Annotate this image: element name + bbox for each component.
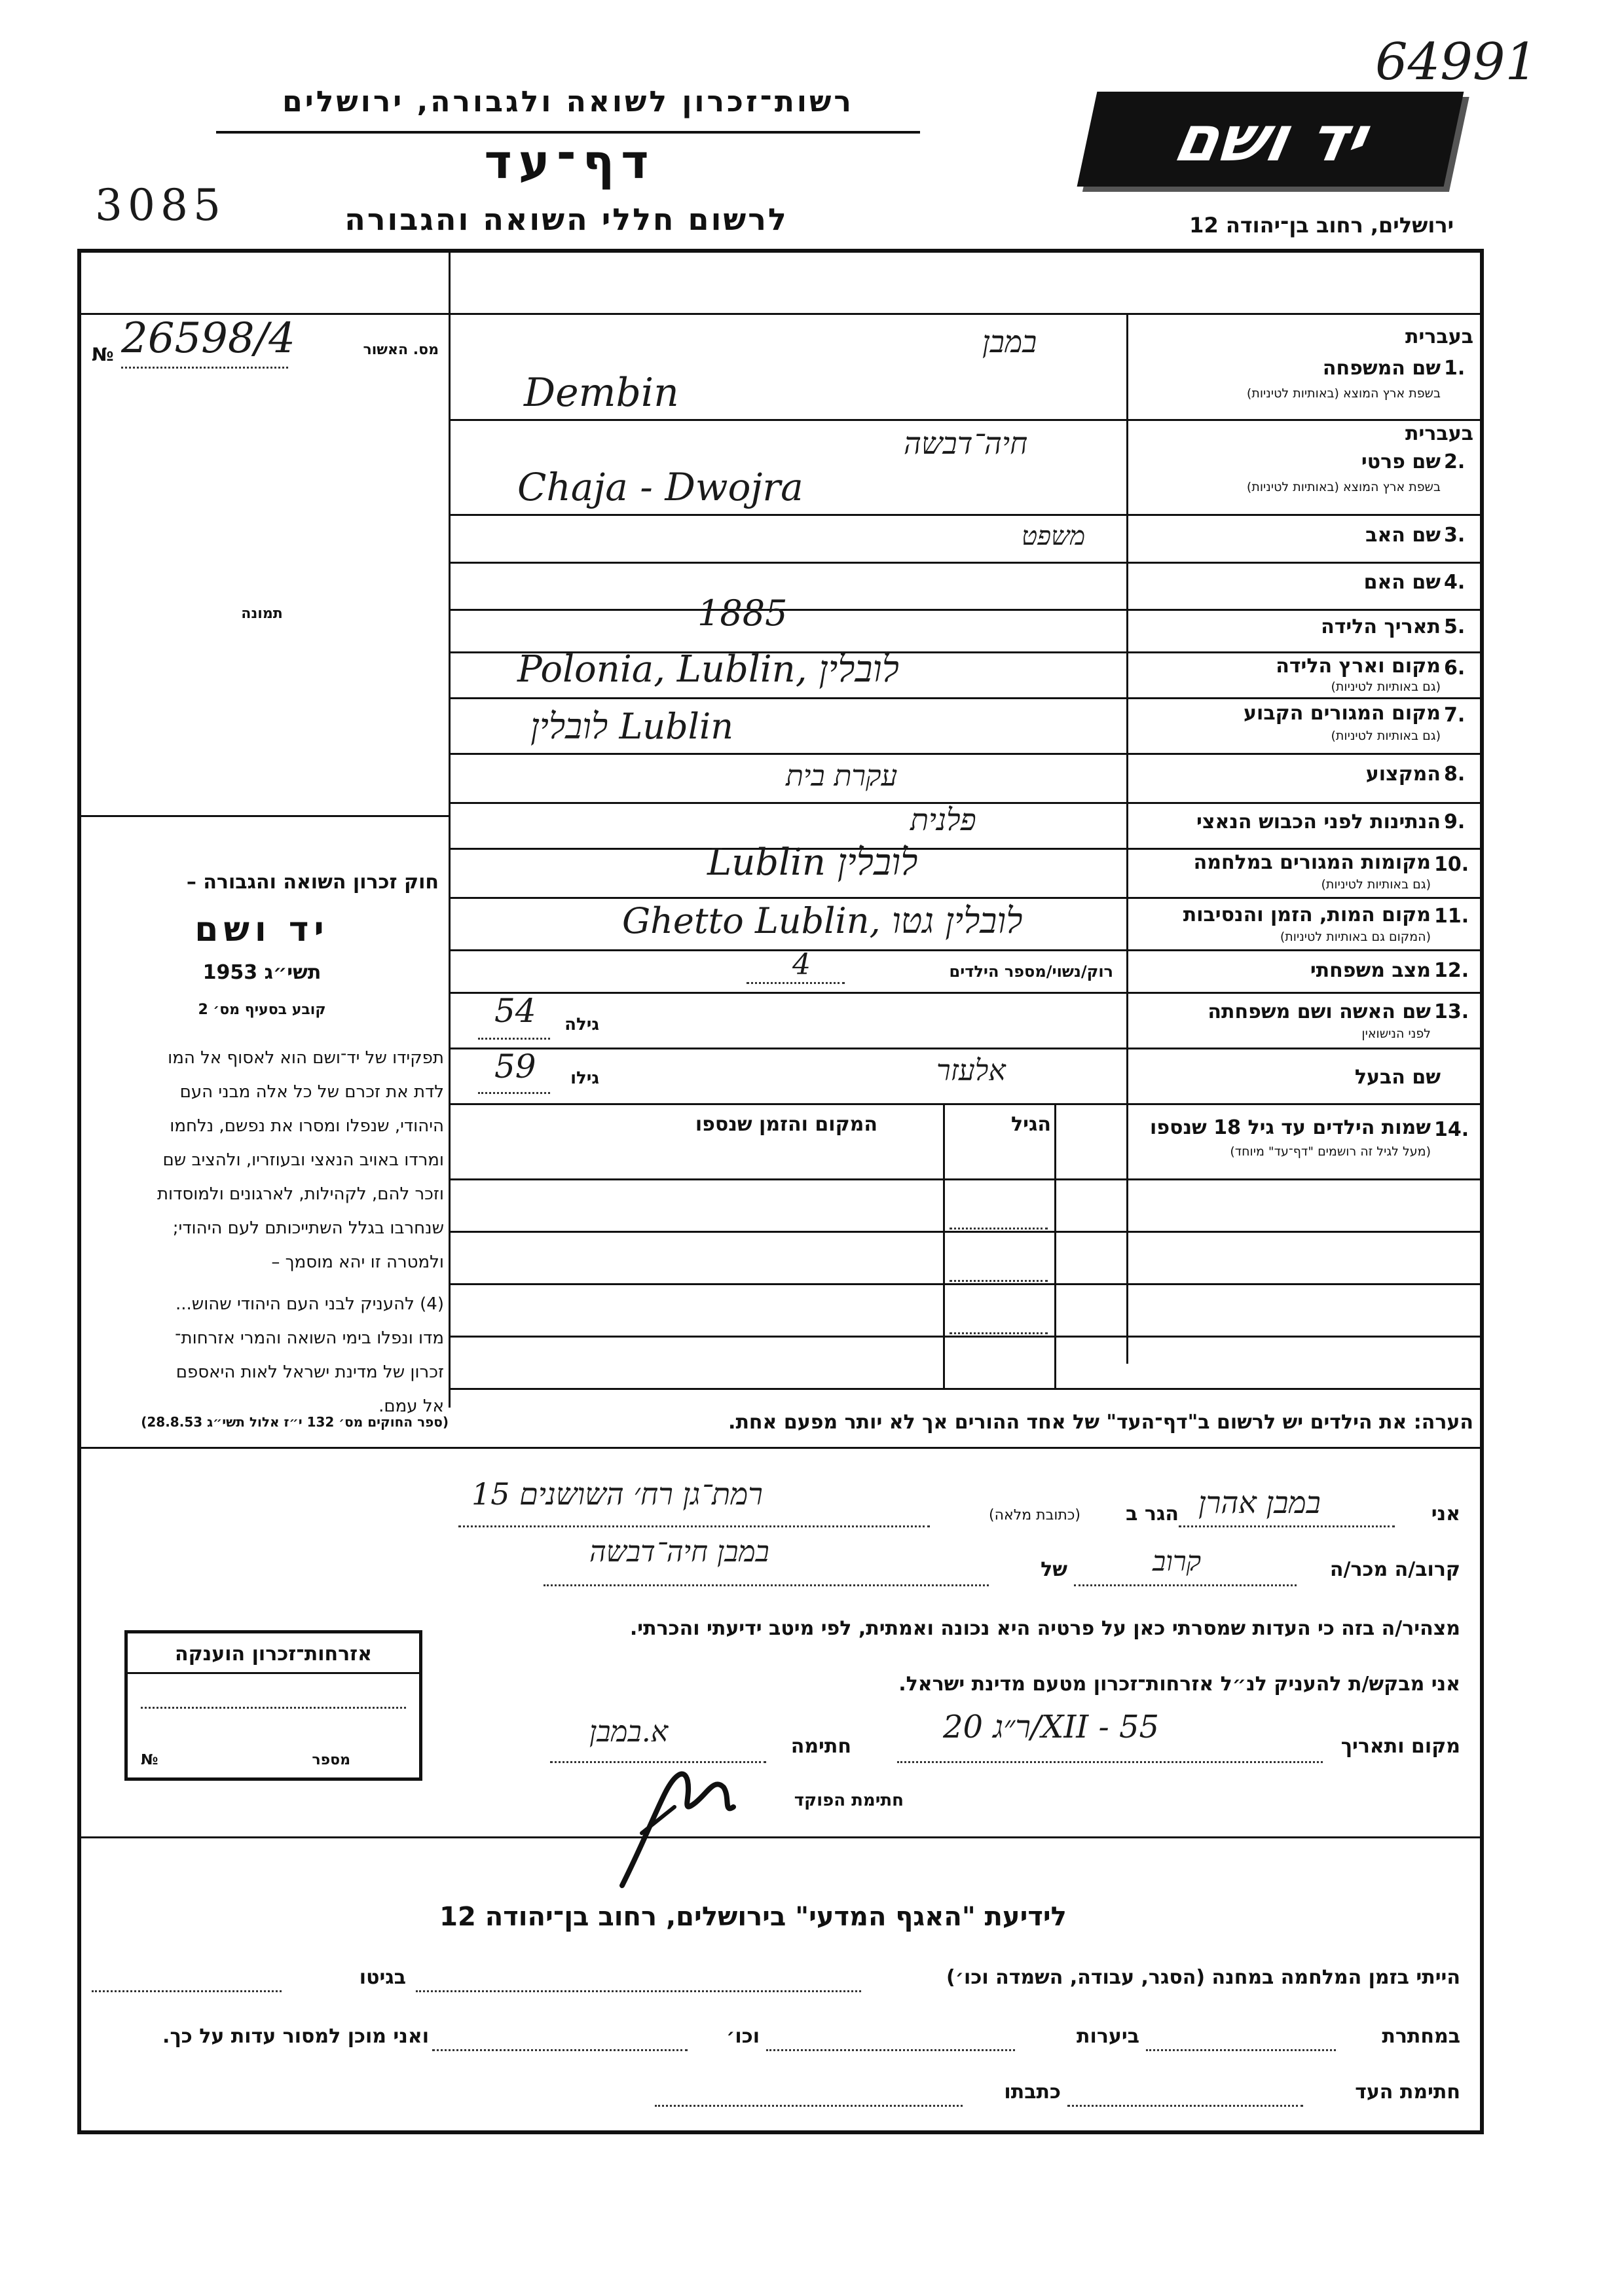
law-text-line: תפקידו של יד־ושם הוא לאסוף אל המו xyxy=(168,1048,444,1068)
children-label: שמות הילדים עד גיל 18 שנספו xyxy=(1150,1116,1431,1139)
row-line xyxy=(449,1103,1484,1105)
children-col-1 xyxy=(1054,1103,1056,1388)
row-line xyxy=(449,514,1484,516)
law-title: חוק זכרון השואה והגבורה – xyxy=(186,871,439,894)
form-subtitle: לרשום חללי השואה והגבורה xyxy=(344,202,788,237)
official-signature-scribble xyxy=(602,1741,747,1899)
row-line xyxy=(449,562,1484,564)
field-13-age-label: גילה xyxy=(564,1015,599,1034)
field-10-value: Lublin לובלין xyxy=(707,841,918,884)
logo-text: יד ושם xyxy=(1168,102,1373,175)
law-text xyxy=(84,1041,444,1423)
field-12-label: מצב משפחתי xyxy=(1310,959,1431,982)
footer-line3-dots-2 xyxy=(655,2105,963,2107)
law-text-line: מדו ונפלו בימי השואה והמרי אזרחות־ xyxy=(175,1328,444,1348)
field-2-value-hebrew: חיה־דבשה xyxy=(904,426,1028,461)
field-8-number: 8. xyxy=(1444,763,1466,786)
husband-age-line xyxy=(478,1092,550,1094)
decl-resident-label: הגר ב xyxy=(1126,1503,1179,1525)
field-11-sub: (המקום גם באותיות לטיניות) xyxy=(1280,930,1431,944)
field-2-value-latin: Chaja - Dwojra xyxy=(517,465,803,509)
children-sub: (מעל לגיל זה רושמים "דף־עד" מיוחד) xyxy=(1230,1144,1431,1159)
field-8-label: המקצוע xyxy=(1365,763,1441,786)
footer-line1-dots xyxy=(416,1990,861,1992)
approval-number: 26598/4 xyxy=(121,314,295,363)
photo-label: תמונה xyxy=(241,606,283,622)
husband-label: שם הבעל xyxy=(1354,1066,1441,1089)
approval-label: מס. האשור xyxy=(363,342,439,358)
footer-line3-b: כתבתו xyxy=(1004,2081,1061,2104)
field-7-sub: (גם באותיות לטיניות) xyxy=(1331,729,1441,743)
children-col-2 xyxy=(943,1103,945,1388)
field-6-label: מקום וארץ הלידה xyxy=(1276,655,1441,678)
decl-place-date-line xyxy=(897,1761,1323,1763)
stamp-number: 3085 xyxy=(95,180,226,230)
children-age-dots xyxy=(950,1280,1048,1282)
field-1-number: 1. xyxy=(1444,357,1466,380)
footer-line1-a: הייתי בזמן המלחמה במחנה (הסגר, עבודה, השמדה וכו׳) xyxy=(946,1966,1460,1989)
citizenship-number-label: מספר xyxy=(312,1752,350,1768)
law-year: תשי״ג 1953 xyxy=(202,961,322,984)
law-text-line: שנחרבו בגלל השתייכותם לעם היהודי; xyxy=(172,1218,444,1238)
field-9-number: 9. xyxy=(1444,811,1466,833)
decl-i-label: אני xyxy=(1431,1503,1460,1525)
field-12-value-line xyxy=(747,982,845,984)
children-place-header: המקום והזמן שנספו xyxy=(695,1113,877,1136)
decl-i-line xyxy=(1179,1525,1395,1527)
field-5-number: 5. xyxy=(1444,615,1466,638)
field-10-label: מקומות המגורים במלחמה xyxy=(1193,851,1431,874)
field-1-label: שם המשפחה xyxy=(1322,357,1441,380)
field-8-value: עקרת בית xyxy=(786,759,898,793)
field-7-label: מקום המגורים הקבוע xyxy=(1244,702,1441,725)
husband-age-label: גילו xyxy=(570,1068,599,1088)
law-text-line: זכרון של מדינת ישראל לאות היאספם xyxy=(175,1362,444,1382)
row-line xyxy=(449,753,1484,755)
field-13-label: שם האשה ושם משפחתה xyxy=(1208,1000,1431,1023)
decl-address-line xyxy=(458,1525,930,1527)
note-line xyxy=(77,1447,1484,1449)
husband-age-value: 59 xyxy=(494,1048,536,1085)
row-line xyxy=(449,609,1484,611)
decl-official-signature-label: חתימת הפוקד xyxy=(794,1791,904,1810)
field-3-label: שם האב xyxy=(1365,524,1441,547)
field-13-age-line xyxy=(478,1038,550,1040)
field-1-value-latin: Dembin xyxy=(524,370,679,416)
law-text-line: (4) להעניק לבני העם היהודי שהוש... xyxy=(175,1294,444,1314)
law-text-line: ולמטרה זו יהא מוסמך – xyxy=(271,1252,444,1272)
field-5-label: תאריך הלידה xyxy=(1321,615,1441,638)
law-reference: (ספר החוקים מס׳ 132 י״ז אלול תשי״ג 28.8.53) xyxy=(141,1414,449,1430)
decl-of-line xyxy=(544,1584,989,1586)
citizenship-box xyxy=(124,1630,422,1781)
footer-line3-dots-1 xyxy=(1067,2105,1303,2107)
law-text-line: ומרדו באויב הנאצי ובעוזריו, ולהציב שם xyxy=(162,1150,444,1170)
field-7-number: 7. xyxy=(1444,704,1466,727)
children-age-dots xyxy=(950,1228,1048,1230)
form-title: דף־עד xyxy=(484,134,655,189)
field-11-number: 11. xyxy=(1434,905,1469,928)
row-line xyxy=(449,1048,1484,1049)
children-row xyxy=(449,1178,1484,1180)
field-7-value: לובלין Lublin xyxy=(530,706,733,747)
field-1-value-hebrew: במבן xyxy=(982,324,1037,359)
row-line xyxy=(449,419,1484,421)
footer-line1-dots-2 xyxy=(92,1990,282,1992)
decl-address-hint: (כתובת מלאה) xyxy=(989,1507,1080,1523)
law-text-line: היהודי, שנפלו ומסרו את נפשם, נלחמו xyxy=(170,1116,444,1136)
citizenship-number-symbol: № xyxy=(141,1752,158,1768)
decl-signature-label: חתימה xyxy=(790,1735,851,1758)
declaration-bottom-line xyxy=(77,1836,1484,1838)
field-10-sub: (גם באותיות לטיניות) xyxy=(1321,877,1431,892)
decl-of-label: של xyxy=(1041,1558,1067,1581)
citizenship-title-rule xyxy=(128,1672,419,1674)
row-line xyxy=(449,848,1484,850)
decl-relative-label: קרוב/ה מכר/ה xyxy=(1329,1558,1460,1581)
field-6-value: Polonia, Lublin, לובלין xyxy=(517,648,899,691)
children-row xyxy=(449,1388,1484,1390)
field-5-value: 1885 xyxy=(697,592,788,634)
decl-place-date-value: ר״ג 20/XII - 55 xyxy=(943,1709,1160,1745)
decl-i-value: במבן אהרן xyxy=(1198,1485,1321,1520)
field-12-number: 12. xyxy=(1434,959,1469,982)
field-12-value: 4 xyxy=(792,948,811,981)
row-line xyxy=(449,897,1484,899)
field-13-sub: לפני הנישואין xyxy=(1361,1027,1431,1041)
field-3-number: 3. xyxy=(1444,524,1466,547)
field-11-label: מקום המות, הזמן והנסיבות xyxy=(1183,903,1431,926)
decl-request: אני מבקש/ת להעניק לנ״ל אזרחות־זכרון מטעם מדינת ישראל. xyxy=(898,1673,1460,1696)
footer-line2-dots-1 xyxy=(1146,2049,1336,2051)
field-4-number: 4. xyxy=(1444,571,1466,594)
field-13-age-value: 54 xyxy=(494,992,536,1030)
label-column-divider xyxy=(1126,313,1128,1364)
footer-title: לידיעת "האגף המדעי" בירושלים, רחוב בן־יהודה 12 xyxy=(439,1902,1067,1932)
children-age-header: הגיל xyxy=(1011,1113,1051,1136)
law-clause: קובע בסעיף מס׳ 2 xyxy=(198,1002,326,1018)
field-1-hebrew-tag: בעברית xyxy=(1405,325,1473,348)
footer-line1-b: בגיטו xyxy=(359,1966,406,1989)
field-6-sub: (גם באותיות לטיניות) xyxy=(1331,680,1441,694)
law-text-line: לדת את זכרם של כל אלה מבני העם xyxy=(179,1082,444,1102)
field-2-sub: בשפת ארץ המוצא (באותיות לטיניות) xyxy=(1246,480,1441,494)
footer-line2-d: ואני מוכן למסור עדות על כך. xyxy=(162,2025,429,2048)
left-column-divider xyxy=(449,249,451,1408)
field-4-label: שם האם xyxy=(1363,571,1441,594)
children-row xyxy=(449,1283,1484,1285)
citizenship-dotline xyxy=(141,1707,406,1709)
children-row xyxy=(449,1336,1484,1338)
law-text-line: אל עמם. xyxy=(378,1396,444,1416)
note: הערה: את הילדים יש לרשום ב"דף־העד" של אחד ההורים אך לא יותר מפעם אחת. xyxy=(728,1411,1473,1434)
field-11-value: Ghetto Lublin, לובלין גטו xyxy=(622,900,1023,941)
field-9-label: הנתינות לפני הכבוש הנאצי xyxy=(1196,811,1441,833)
field-12-sub-inline: רוק/נשוי/מספר הילדים xyxy=(949,962,1113,981)
footer-line2-dots-2 xyxy=(766,2049,1015,2051)
authority-title: רשות־זכרון לשואה ולגבורה, ירושלים xyxy=(282,85,854,118)
husband-value: אלעזר xyxy=(936,1054,1006,1087)
footer-line2-c: וכו׳ xyxy=(726,2025,760,2048)
decl-statement: מצהיר/ה בזה כי העדות שמסרתי כאן על פרטיה היא נכונה ואמתית, לפי מיטב ידיעתי והכרתי. xyxy=(629,1617,1460,1640)
children-row xyxy=(449,1231,1484,1233)
row-line xyxy=(449,697,1484,699)
citizenship-title: אזרחות־זכרון הוענקה xyxy=(174,1643,373,1666)
decl-relative-line xyxy=(1074,1584,1297,1586)
footer-line2-a: במחתרת xyxy=(1382,2025,1460,2048)
row-line xyxy=(449,949,1484,951)
approval-underline xyxy=(121,367,288,369)
logo xyxy=(1077,92,1464,187)
field-6-number: 6. xyxy=(1444,657,1466,680)
archive-number: 64991 xyxy=(1375,33,1538,92)
law-name: יד ושם xyxy=(194,910,329,949)
authority-underline xyxy=(216,131,920,134)
row-line xyxy=(449,992,1484,994)
address: ירושלים, רחוב בן־יהודה 12 xyxy=(1189,213,1454,238)
field-3-value: משפט xyxy=(1022,521,1086,551)
field-9-value: פלנית xyxy=(910,802,976,837)
decl-of-value: במבן חיה־דבשה xyxy=(589,1535,769,1569)
decl-relative-value: קרוב xyxy=(1153,1545,1202,1577)
footer-line2-dots-3 xyxy=(432,2049,688,2051)
approval-number-symbol: № xyxy=(92,344,114,365)
decl-signature-value: א.במבן xyxy=(589,1715,669,1749)
decl-place-date-label: מקום ותאריך xyxy=(1340,1735,1460,1758)
decl-address-value: רמת־גן רח׳ השושנים 15 xyxy=(471,1476,763,1512)
children-age-dots xyxy=(950,1332,1048,1334)
field-1-sub: בשפת ארץ המוצא (באותיות לטיניות) xyxy=(1246,386,1441,401)
field-2-hebrew-tag: בעברית xyxy=(1405,422,1473,445)
children-number: 14. xyxy=(1434,1118,1469,1141)
footer-line3-a: חתימת העד xyxy=(1355,2081,1460,2104)
field-2-number: 2. xyxy=(1444,450,1466,473)
law-text-line: וזכר להם, לקהילות, לארגונים ולמוסדות xyxy=(157,1184,444,1204)
field-13-number: 13. xyxy=(1434,1000,1469,1023)
photo-bottom-line xyxy=(77,815,449,817)
field-10-number: 10. xyxy=(1434,853,1469,876)
field-2-label: שם פרטי xyxy=(1361,450,1441,473)
footer-line2-b: ביערות xyxy=(1077,2025,1139,2048)
